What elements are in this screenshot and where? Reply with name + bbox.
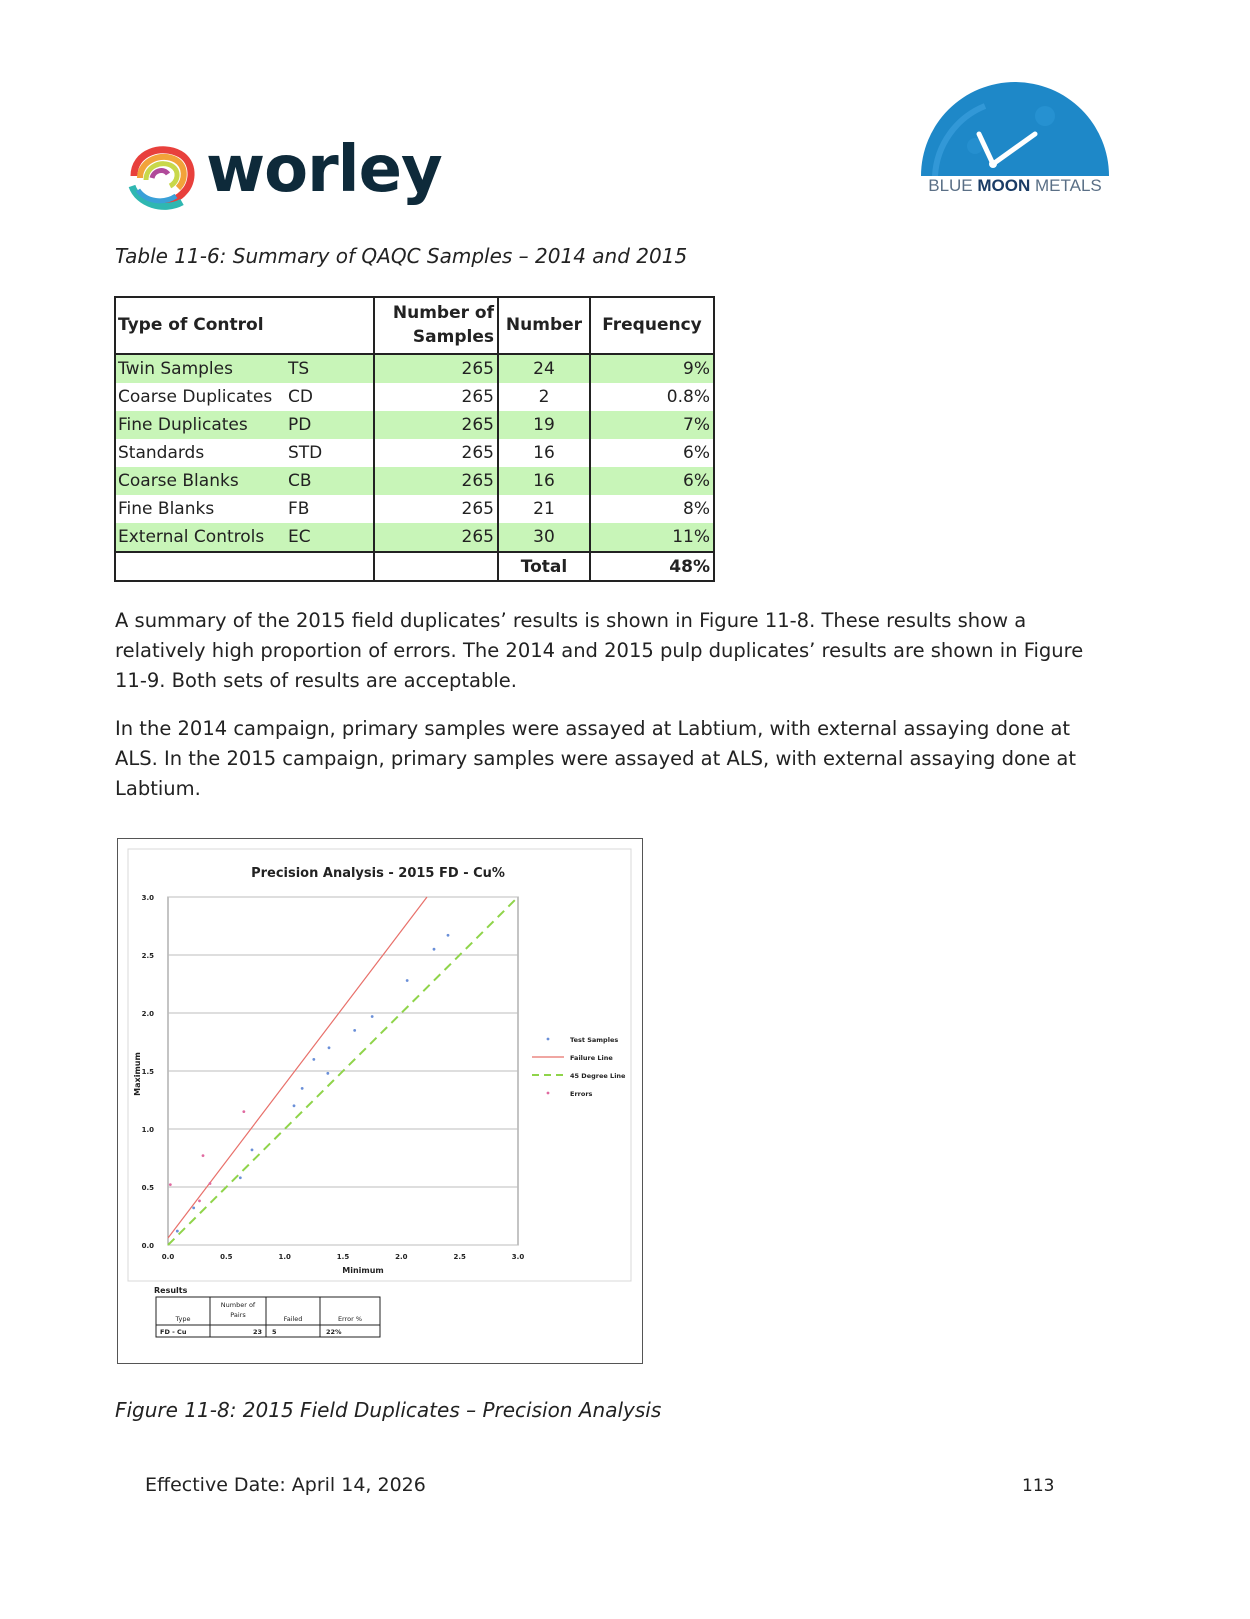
figure-caption: Figure 11-8: 2015 Field Duplicates – Precision Analysis — [115, 1398, 662, 1422]
sample-point — [293, 1104, 296, 1107]
legend-label: 45 Degree Line — [570, 1072, 626, 1080]
y-tick-label: 0.0 — [141, 1242, 154, 1250]
cell-frequency: 6% — [590, 467, 713, 495]
cell-frequency: 6% — [590, 439, 713, 467]
cell-samples: 265 — [374, 523, 498, 552]
cell-samples: 265 — [374, 383, 498, 411]
bmm-word-moon: MOON — [977, 176, 1031, 195]
results-cell: 22% — [326, 1328, 342, 1336]
x-tick-label: 1.0 — [278, 1253, 291, 1261]
precision-analysis-figure — [117, 838, 643, 1364]
table-row — [115, 354, 713, 383]
worley-swirl-icon — [124, 138, 200, 214]
cell-samples: 265 — [374, 495, 498, 523]
cell-type: Standards — [118, 443, 205, 463]
cell-code: PD — [285, 411, 374, 439]
legend-label: Test Samples — [570, 1036, 619, 1044]
x-tick-label: 0.5 — [220, 1253, 233, 1261]
precision-analysis-chart — [118, 839, 641, 1362]
cell-type: Fine Duplicates — [115, 411, 285, 439]
header-frequency: Frequency — [590, 297, 713, 354]
sample-point — [251, 1148, 254, 1151]
table-row — [115, 439, 713, 467]
legend-label: Errors — [570, 1090, 593, 1098]
results-header: Number of — [220, 1301, 256, 1309]
results-header: Pairs — [230, 1311, 246, 1319]
page-number: 113 — [1022, 1476, 1055, 1496]
cell-number: 19 — [498, 411, 590, 439]
cell-code: FB — [288, 499, 310, 519]
sample-point — [353, 1029, 356, 1032]
results-header: Type — [175, 1315, 191, 1323]
error-point — [242, 1110, 245, 1113]
cell-number: 21 — [498, 495, 590, 523]
cell-samples: 265 — [374, 439, 498, 467]
y-tick-label: 2.0 — [141, 1010, 154, 1018]
sample-point — [312, 1058, 315, 1061]
sample-point — [433, 948, 436, 951]
total-value: 48% — [590, 552, 713, 581]
cell-code: STD — [288, 443, 323, 463]
x-tick-label: 2.0 — [395, 1253, 408, 1261]
cell-frequency: 0.8% — [590, 383, 713, 411]
bmm-word-blue: BLUE — [928, 176, 978, 195]
y-tick-label: 2.5 — [141, 952, 154, 960]
sample-point — [447, 934, 450, 937]
cell-number: 30 — [498, 523, 590, 552]
cell-frequency: 7% — [590, 411, 713, 439]
cell-code: CD — [288, 387, 313, 407]
x-tick-label: 2.5 — [453, 1253, 466, 1261]
table-header-row — [115, 297, 713, 354]
qaqc-summary-table — [115, 297, 713, 581]
table-row — [115, 411, 713, 439]
cell-type: Coarse Blanks — [115, 467, 285, 495]
sample-point — [301, 1087, 304, 1090]
header-type-of-control: Type of Control — [115, 297, 285, 354]
cell-samples: 265 — [374, 354, 498, 383]
legend-marker — [547, 1038, 550, 1041]
cell-number: 24 — [498, 354, 590, 383]
table-row — [115, 523, 713, 552]
results-cell: FD - Cu — [160, 1328, 187, 1336]
effective-date: Effective Date: April 14, 2026 — [145, 1474, 426, 1496]
x-tick-label: 1.5 — [336, 1253, 350, 1261]
cell-type: Coarse Duplicates — [118, 387, 273, 407]
cell-code: TS — [285, 354, 374, 383]
blue-moon-metals-logo — [915, 76, 1115, 206]
results-label: Results — [154, 1286, 188, 1295]
cell-frequency: 9% — [590, 354, 713, 383]
moon-clock-icon — [915, 76, 1115, 176]
paragraph-campaigns: In the 2014 campaign, primary samples were assayed at Labtium, with external assaying done at ALS. In the 2015 campaign, primary samples were assayed at ALS, with external assaying done at Labtium. — [115, 717, 1077, 800]
error-point — [202, 1154, 205, 1157]
cell-frequency: 8% — [590, 495, 713, 523]
worley-wordmark: worley — [206, 133, 442, 207]
legend-label: Failure Line — [570, 1054, 613, 1062]
y-tick-label: 0.5 — [141, 1184, 154, 1192]
header-number: Number — [498, 297, 590, 354]
table-row — [115, 467, 713, 495]
cell-code: CB — [285, 467, 374, 495]
table-total-row — [115, 552, 713, 581]
chart-area — [128, 849, 631, 1281]
cell-number: 2 — [498, 383, 590, 411]
chart-title: Precision Analysis - 2015 FD - Cu% — [251, 866, 505, 881]
legend-marker — [547, 1092, 550, 1095]
error-point — [209, 1182, 212, 1185]
header-code — [285, 297, 374, 354]
results-table — [156, 1297, 380, 1337]
sample-point — [192, 1206, 195, 1209]
cell-samples: 265 — [374, 411, 498, 439]
blue-moon-metals-wordmark — [915, 176, 1115, 196]
results-cell: 5 — [272, 1328, 277, 1336]
table-caption: Table 11-6: Summary of QAQC Samples – 2014 and 2015 — [115, 244, 688, 268]
y-tick-label: 3.0 — [141, 894, 154, 902]
paragraph-field-duplicates: A summary of the 2015 field duplicates’ results is shown in Figure 11-8. These results show a relatively high proportion of errors. The 2014 and 2015 pulp duplicates’ results are shown in Figure 11-9. Both sets of results are acceptable. — [115, 609, 1084, 692]
total-label: Total — [498, 552, 590, 581]
cell-samples: 265 — [374, 467, 498, 495]
error-point — [198, 1200, 201, 1203]
cell-type: Fine Blanks — [118, 499, 215, 519]
sample-point — [328, 1046, 331, 1049]
results-header: Failed — [283, 1315, 303, 1323]
sample-point — [406, 979, 409, 982]
y-axis-label: Maximum — [133, 1052, 142, 1096]
y-tick-label: 1.5 — [141, 1068, 154, 1076]
results-cell: 23 — [252, 1328, 262, 1336]
results-header: Error % — [337, 1315, 363, 1323]
table-row — [115, 383, 713, 411]
table-row — [115, 495, 713, 523]
worley-logo — [124, 130, 444, 220]
cell-code: EC — [285, 523, 374, 552]
cell-type: Twin Samples — [115, 354, 285, 383]
x-tick-label: 0.0 — [161, 1253, 175, 1261]
y-tick-label: 1.0 — [141, 1126, 154, 1134]
x-tick-label: 3.0 — [511, 1253, 525, 1261]
bmm-word-metals: METALS — [1030, 176, 1102, 195]
cell-number: 16 — [498, 439, 590, 467]
sample-point — [239, 1176, 242, 1179]
sample-point — [176, 1230, 179, 1233]
cell-frequency: 11% — [590, 523, 713, 552]
x-axis-label: Minimum — [342, 1266, 384, 1275]
header-number-of-samples: Number of Samples — [374, 297, 498, 354]
sample-point — [326, 1072, 329, 1075]
error-point — [169, 1183, 172, 1186]
cell-number: 16 — [498, 467, 590, 495]
cell-type: External Controls — [115, 523, 285, 552]
sample-point — [371, 1015, 374, 1018]
